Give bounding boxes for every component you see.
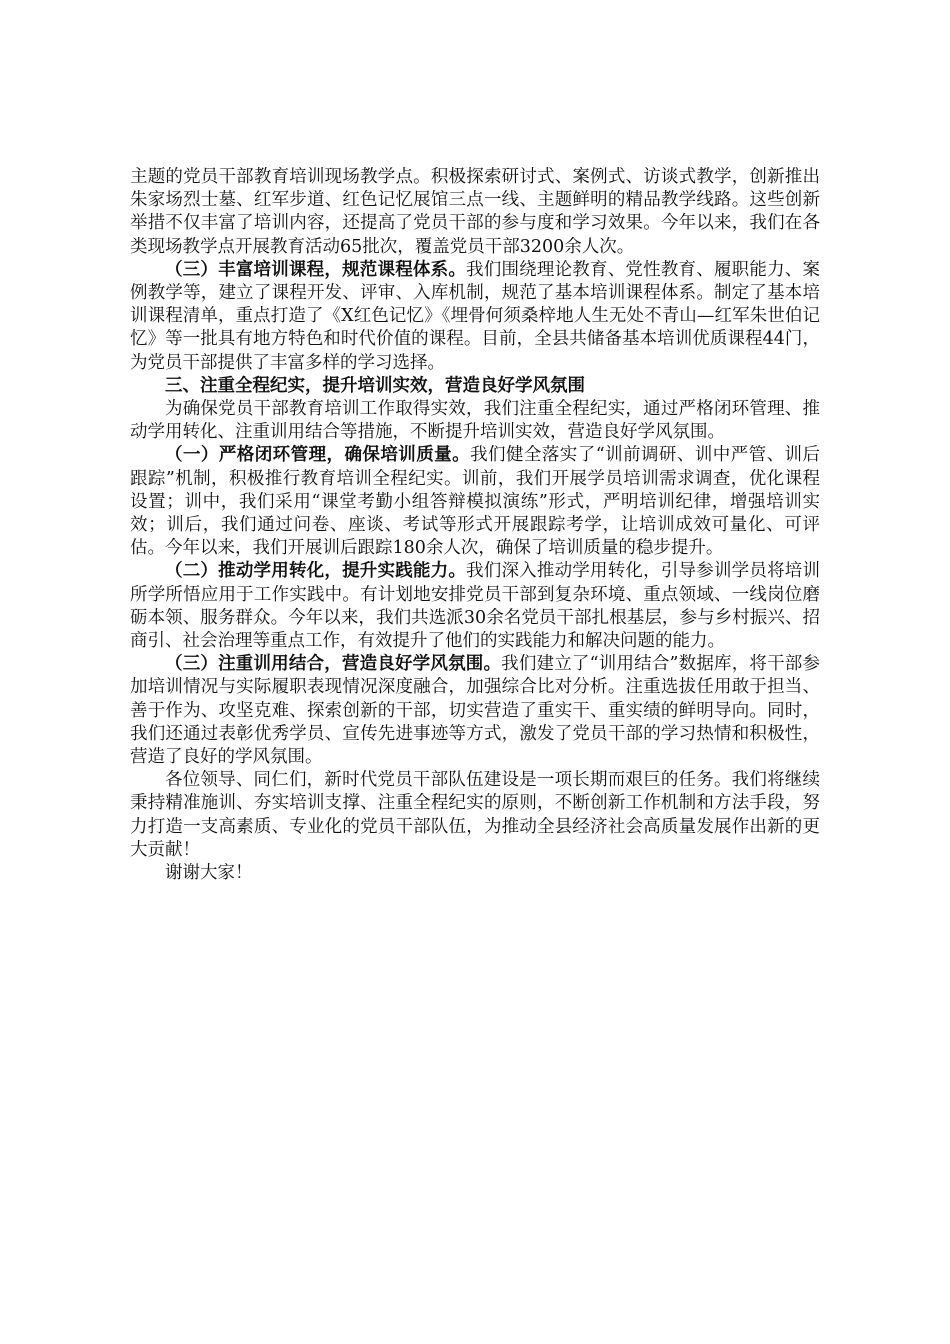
paragraph-training-courses (130, 259, 820, 375)
document-page (130, 166, 820, 885)
paragraph-section-3-intro: 为确保党员干部教育培训工作取得实效，我们注重全程纪实，通过严格闭环管理、推动学用转化、注重训用结合等措施，不断提升培训实效，营造良好学风氛围。 (130, 399, 820, 443)
paragraph-closing: 各位领导、同仁们，新时代党员干部队伍建设是一项长期而艰巨的任务。我们将继续秉持精准施训、夯实培训支撑、注重全程纪实的原则，不断创新工作机制和方法手段，努力打造一支高素质、专业化的党员干部队伍，为推动全县经济社会高质量发展作出新的更大贡献！ (130, 770, 820, 860)
paragraph-body-closed-loop: 我们健全落实了“训前调研、训中严管、训后跟踪”机制，积极推行教育培训全程纪实。训前，我们开展学员培训需求调查，优化课程设置；训中，我们采用“课堂考勤小组答辩模拟演练”形式，严明培训纪律，增强培训实效；训后，我们通过问卷、座谈、考试等形式开展跟踪考学，让培训成效可量化、可评估。今年以来，我们开展训后跟踪180余人次，确保了培训质量的稳步提升。 (130, 445, 820, 559)
paragraph-lead-closed-loop: （一）严格闭环管理，确保培训质量。 (165, 445, 471, 466)
paragraph-closed-loop (130, 444, 820, 560)
paragraph-body-courses: 我们围绕理论教育、党性教育、履职能力、案例教学等，建立了课程开发、评审、入库机制，规范了基本培训课程体系。制定了基本培训课程清单，重点打造了《X红色记忆》《埋骨何须桑梓地人生无处不青山—红军朱世伯记忆》等一批具有地方特色和时代价值的课程。目前，全县共储备基本培训优质课程44门，为党员干部提供了丰富多样的学习选择。 (130, 259, 821, 373)
paragraph-intro-continuation: 主题的党员干部教育培训现场教学点。积极探索研讨式、案例式、访谈式教学，创新推出朱家场烈士墓、红军步道、红色记忆展馆三点一线、主题鲜明的精品教学线路。这些创新举措不仅丰富了培训内容，还提高了党员干部的参与度和学习效果。今年以来，我们在各类现场教学点开展教育活动65批次，覆盖党员干部3200余人次。 (130, 167, 820, 257)
paragraph-body-practice: 我们深入推动学用转化，引导参训学员将培训所学所悟应用于工作实践中。有计划地安排党员干部到复杂环境、重点领域、一线岗位磨砺本领、服务群众。今年以来，我们共选派30余名党员干部扎根基层，参与乡村振兴、招商引、社会治理等重点工作，有效提升了他们的实践能力和解决问题的能力。 (130, 561, 821, 652)
paragraph-lead-practice: （二）推动学用转化，提升实践能力。 (165, 561, 467, 582)
paragraph-body-training-use: 我们建立了“训用结合”数据库，将干部参加培训情况与实际履职表现情况深度融合，加强综合比对分析。注重选拔任用敢于担当、善于作为、攻坚克难、探索创新的干部，切实营造了重实干、重实绩的鲜明导向。同时，我们还通过表彰优秀学员、宣传先进事迹等方式，激发了党员干部的学习热情和积极性，营造了良好的学风氛围。 (130, 654, 820, 768)
paragraph-lead-training-use: （三）注重训用结合，营造良好学风氛围。 (165, 654, 502, 675)
paragraph-training-use (130, 653, 820, 769)
paragraph-lead-courses: （三）丰富培训课程，规范课程体系。 (165, 259, 467, 280)
paragraph-practice (130, 560, 820, 653)
paragraph-thanks: 谢谢大家！ (165, 863, 253, 884)
section-heading-3: 三、注重全程纪实，提升培训实效，营造良好学风氛围 (165, 375, 585, 396)
